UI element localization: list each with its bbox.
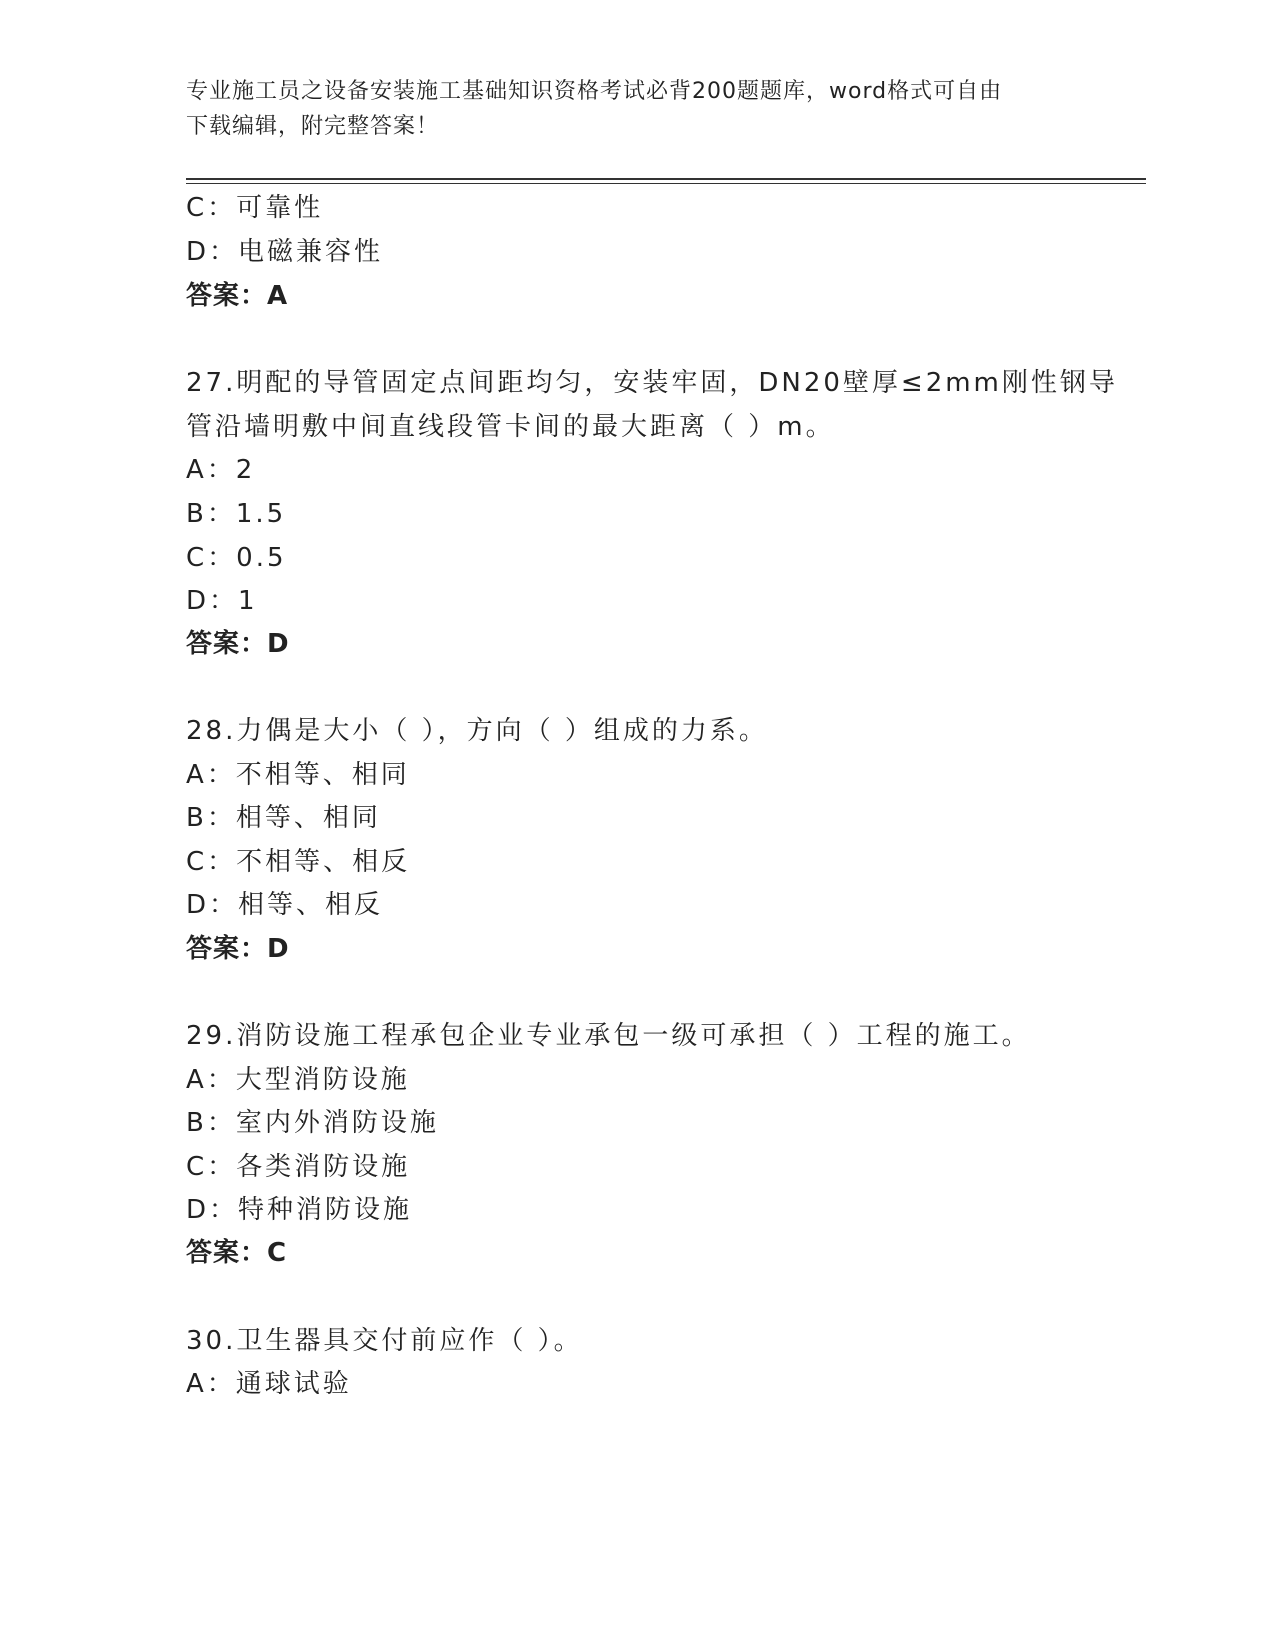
question-27-stem-line-1: 27.明配的导管固定点间距均匀，安装牢固，DN20壁厚≤2mm刚性钢导 (186, 368, 1118, 398)
header-rule-thin (186, 183, 1146, 184)
question-28-option-c: C：不相等、相反 (186, 847, 411, 877)
option-d: D：电磁兼容性 (186, 237, 384, 267)
question-28-option-d: D：相等、相反 (186, 890, 384, 920)
question-28-option-b: B：相等、相同 (186, 803, 381, 833)
question-27-option-d: D：1 (186, 586, 258, 616)
question-30-stem: 30.卫生器具交付前应作（ ）。 (186, 1326, 583, 1356)
question-27-answer: 答案：D (186, 629, 290, 659)
question-30-option-a: A：通球试验 (186, 1369, 352, 1399)
question-29-option-d: D：特种消防设施 (186, 1195, 413, 1225)
question-27-stem-line-2: 管沿墙明敷中间直线段管卡间的最大距离（ ）m。 (186, 412, 835, 442)
answer: 答案：A (186, 281, 289, 311)
question-28-answer: 答案：D (186, 934, 290, 964)
header-rule-thick (186, 178, 1146, 180)
question-27-option-c: C：0.5 (186, 543, 287, 573)
question-28-stem: 28.力偶是大小（ ），方向（ ）组成的力系。 (186, 716, 768, 746)
question-28-option-a: A：不相等、相同 (186, 760, 410, 790)
header-line-1: 专业施工员之设备安装施工基础知识资格考试必背200题题库，word格式可自由 (186, 79, 1003, 104)
question-27-option-a: A：2 (186, 455, 256, 485)
question-29-stem: 29.消防设施工程承包企业专业承包一级可承担（ ）工程的施工。 (186, 1021, 1031, 1051)
question-29-option-a: A：大型消防设施 (186, 1065, 410, 1095)
question-29-option-c: C：各类消防设施 (186, 1152, 411, 1182)
header-line-2: 下载编辑，附完整答案！ (186, 114, 440, 139)
question-27-option-b: B：1.5 (186, 499, 287, 529)
question-29-option-b: B：室内外消防设施 (186, 1108, 439, 1138)
question-29-answer: 答案：C (186, 1238, 288, 1268)
document-header (186, 74, 1086, 144)
option-c: C：可靠性 (186, 193, 324, 223)
